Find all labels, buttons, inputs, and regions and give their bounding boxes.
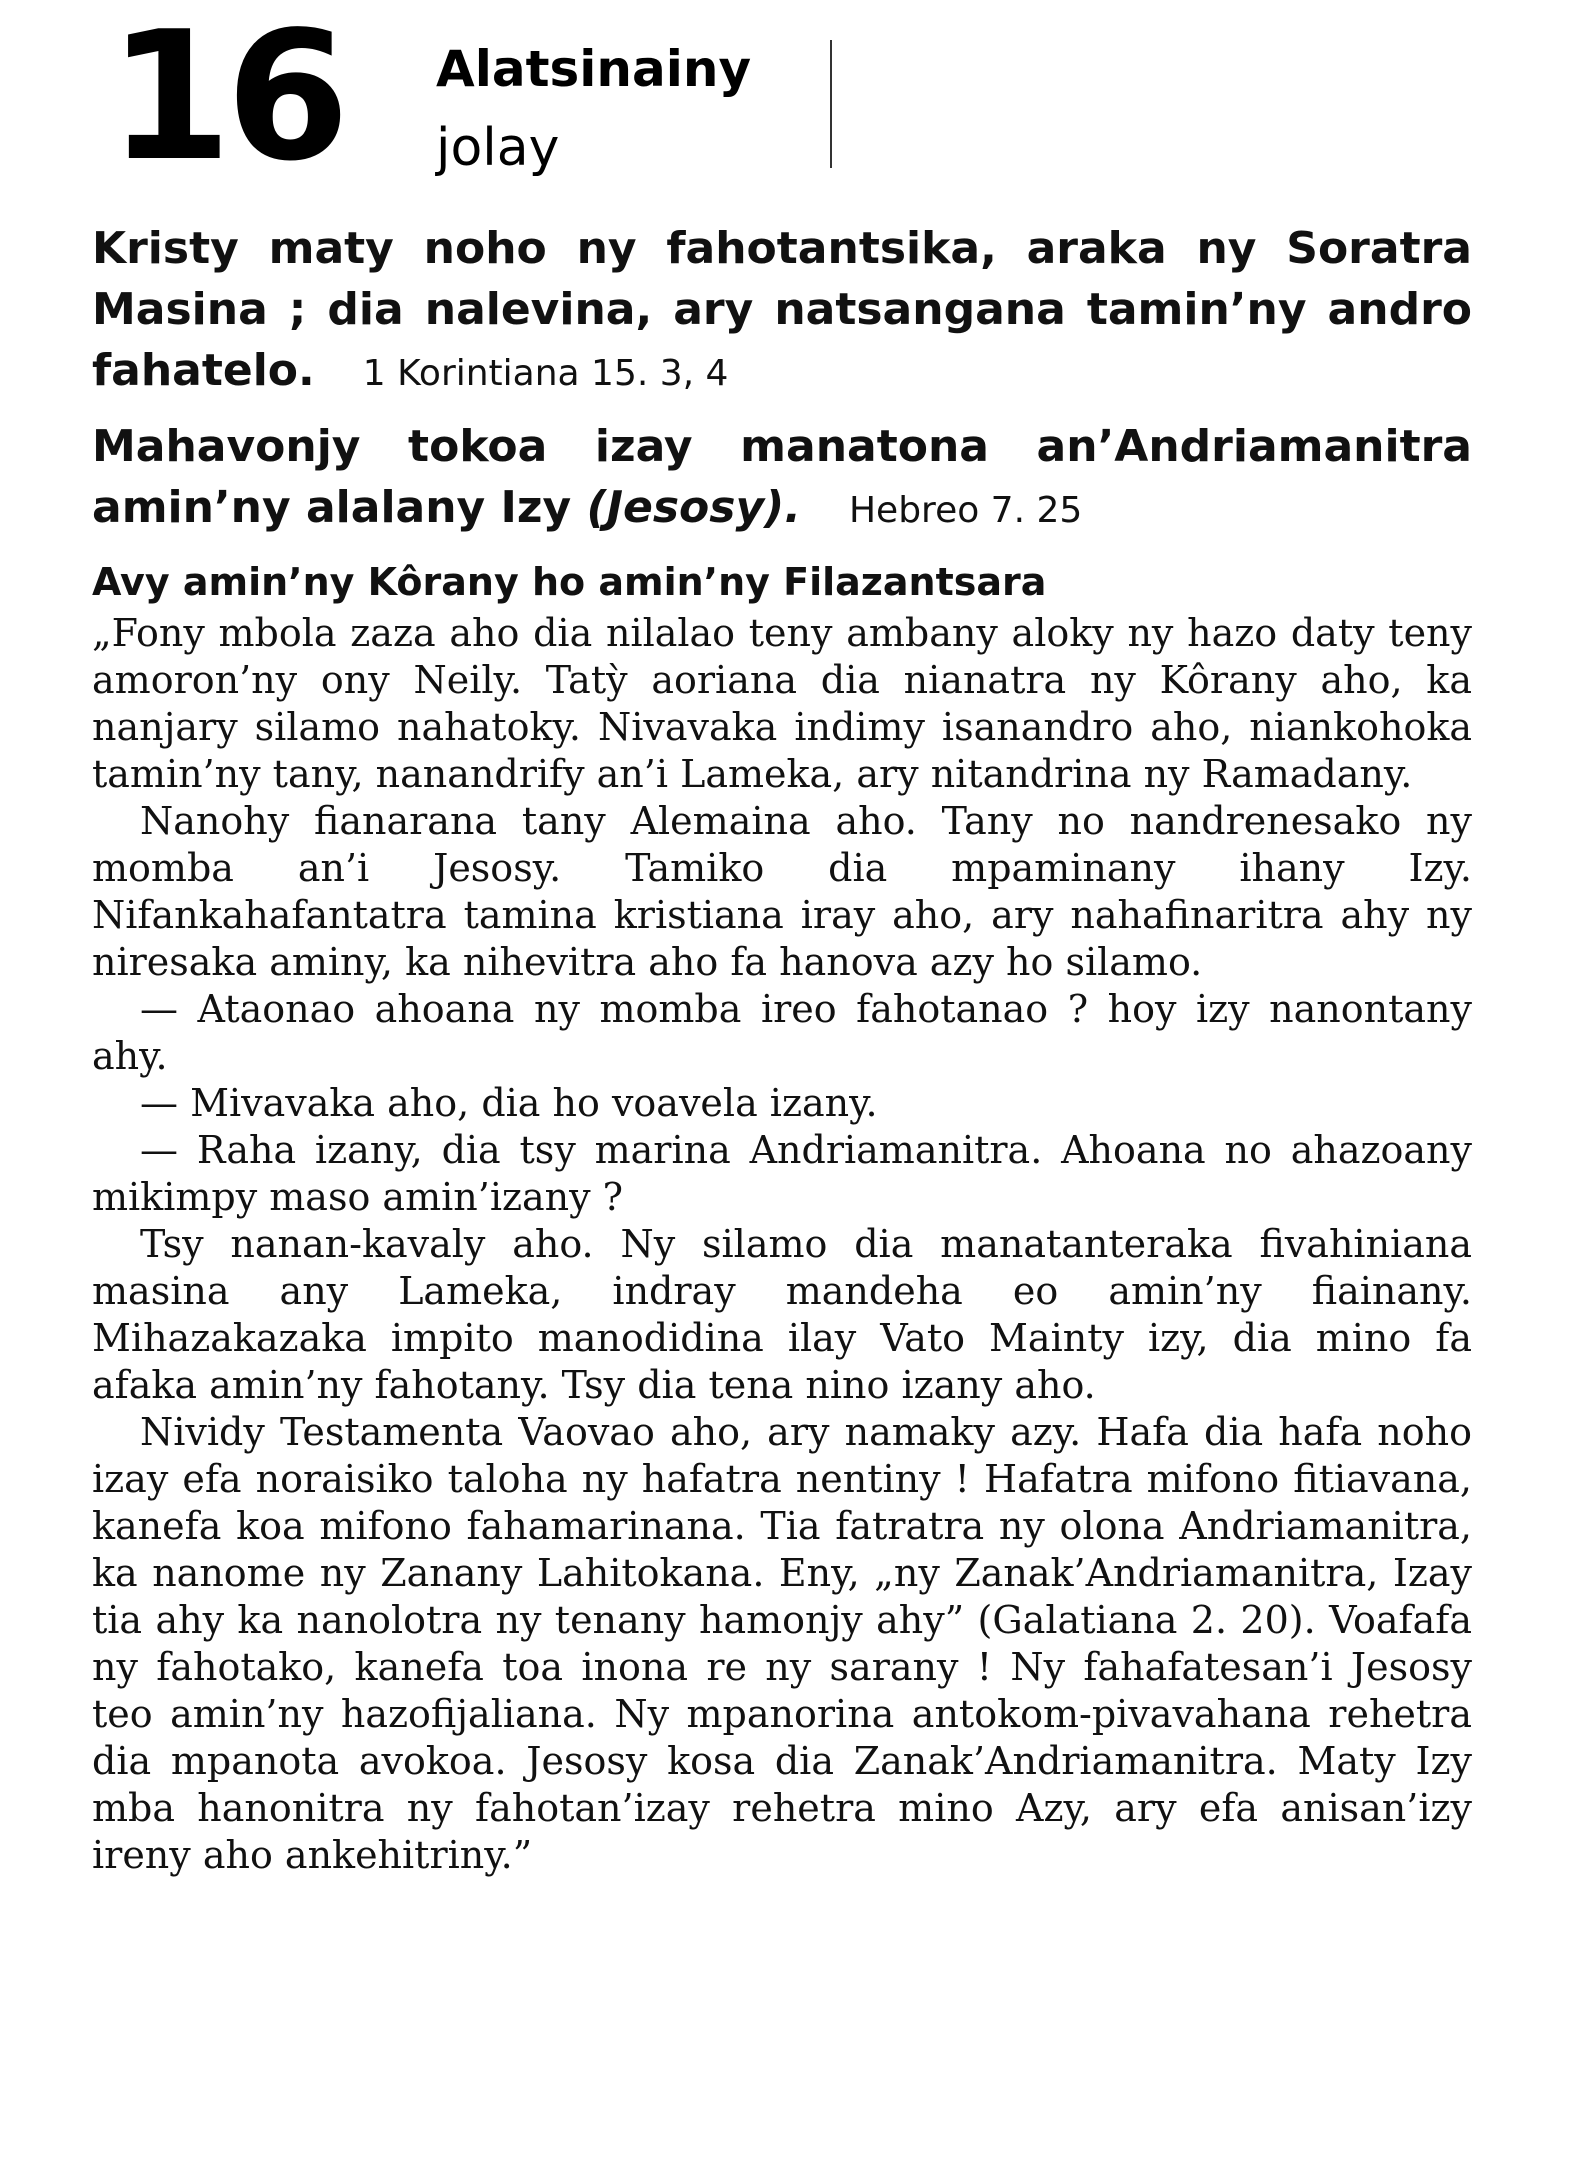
verse-1-text: Kristy maty noho ny fahotantsika, araka ny Soratra Masina ; dia nalevina, ary natsangana tamin’ny andro fahatelo. (92, 223, 1472, 396)
devotional-article (92, 556, 1472, 1879)
header-divider (830, 40, 832, 168)
weekday-label: Alatsinainy (436, 40, 752, 98)
verse-2-reference: Hebreo 7. 25 (848, 490, 1083, 531)
article-paragraph: Nividy Testamenta Vaovao aho, ary namaky azy. Hafa dia hafa noho izay efa noraisiko taloha ny hafatra nentiny ! Hafatra mifono fitiavana, kanefa koa mifono fahamarinana. Tia fatratra ny olona Andriamanitra, ka nanome ny Zanany Lahitokana. Eny, „ny Zanak’Andriamanitra, Izay tia ahy ka nanolotra ny tenany hamonjy ahy” (Galatiana 2. 20). Voafafa ny fahotako, kanefa toa inona re ny sarany ! Ny fahafatesan’i Jesosy teo amin’ny hazofijaliana. Ny mpanorina antokom-pivavahana rehetra dia mpanota avokoa. Jesosy kosa dia Zanak’Andriamanitra. Maty Izy mba hanonitra ny fahotan’izay rehetra mino Azy, ary efa anisan’izy ireny aho ankehitriny.” (92, 1410, 1472, 1877)
verse-1-reference: 1 Korintiana 15. 3, 4 (362, 353, 729, 394)
bible-verses (92, 218, 1472, 553)
article-paragraph: Tsy nanan-kavaly aho. Ny silamo dia manatanteraka fivahiniana masina any Lameka, indray mandeha eo amin’ny fiainany. Mihazakazaka impito manodidina ilay Vato Mainty izy, dia mino fa afaka amin’ny fahotany. Tsy dia tena nino izany aho. (92, 1222, 1472, 1407)
month-label: jolay (436, 118, 560, 178)
verse-1 (92, 218, 1472, 404)
verse-2-emphasis: (Jesosy). (586, 482, 801, 533)
date-header (0, 0, 1577, 200)
article-title: Avy amin’ny Kôrany ho amin’ny Filazantsara (92, 560, 1047, 604)
verse-2 (92, 416, 1472, 541)
article-paragraph: — Raha izany, dia tsy marina Andriamanitra. Ahoana no ahazoany mikimpy maso amin’izany ? (92, 1128, 1472, 1219)
article-paragraph: Nanohy fianarana tany Alemaina aho. Tany no nandrenesako ny momba an’i Jesosy. Tamiko dia mpaminany ihany Izy. Nifankahafantatra tamina kristiana iray aho, ary nahafinaritra ahy ny niresaka aminy, ka nihevitra aho fa hanova azy ho silamo. (92, 799, 1472, 984)
day-number: 16 (108, 0, 344, 200)
article-paragraph: — Mivavaka aho, dia ho voavela izany. (140, 1081, 878, 1125)
article-paragraph: — Ataonao ahoana ny momba ireo fahotanao ? hoy izy nanontany ahy. (92, 987, 1472, 1078)
verse-2-text: Mahavonjy tokoa izay manatona an’Andriamanitra amin’ny alalany Izy (92, 421, 1472, 533)
article-paragraph: „Fony mbola zaza aho dia nilalao teny ambany aloky ny hazo daty teny amoron’ny ony Neily. Tatỳ aoriana dia nianatra ny Kôrany aho, ka nanjary silamo nahatoky. Nivavaka indimy isanandro aho, niankohoka tamin’ny tany, nanandrify an’i Lameka, ary nitandrina ny Ramadany. (92, 611, 1472, 796)
